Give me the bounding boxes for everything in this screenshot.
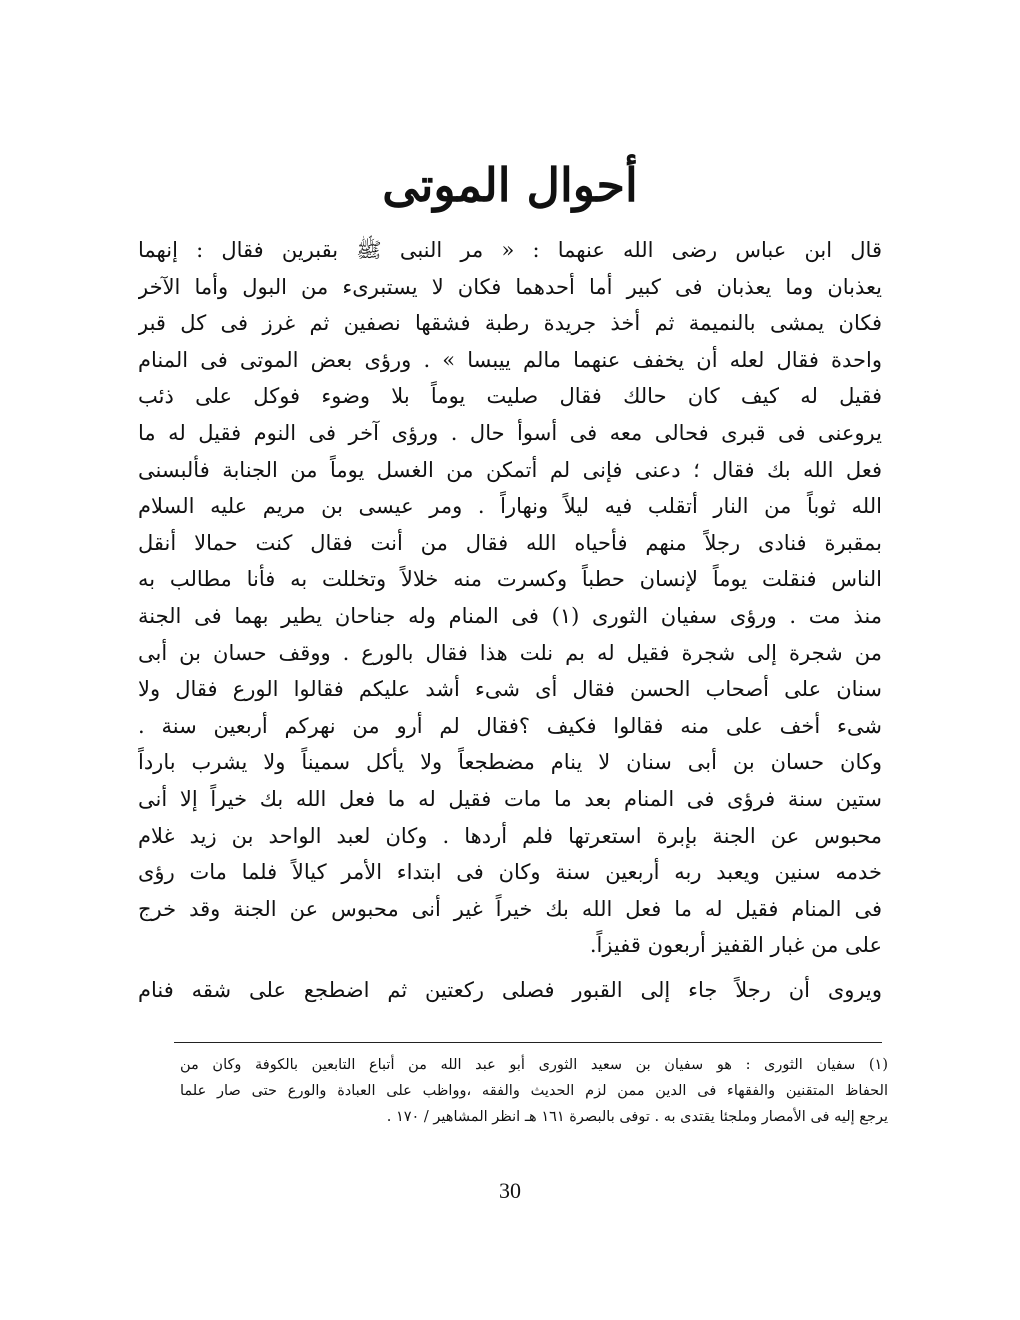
body-line: من شجرة إلى شجرة فقيل له بم نلت هذا فقال بالورع . ووقف حسان بن أبى	[138, 640, 882, 665]
footnote-line: يرجع إليه فى الأمصار وملجئا يقتدى به . توفى بالبصرة ١٦١ هـ انظر المشاهير / ١٧٠ .	[386, 1109, 888, 1125]
chapter-title: أحوال الموتى	[382, 158, 638, 212]
page-number: 30	[499, 1178, 521, 1203]
body-text	[138, 232, 882, 1008]
body-line: فعل الله بك فقال ؛ دعنى فإنى لم أتمكن من الغسل يوماً من الجنابة فألبسنى	[138, 457, 882, 482]
footnote-line: الحفاظ المتقنين والفقهاء فى الدين ممن لزم الحديث والفقه ،وواظب على العبادة والورع حتى صار علما	[180, 1083, 888, 1099]
footnote-line: (١) سفيان الثورى : هو سفيان بن سعيد الثورى أبو عبد الله من أتباع التابعين بالكوفة وكان من	[180, 1057, 888, 1073]
body-line: يروعنى فى قبرى فحالى معه فى أسوأ حال . ورؤى آخر فى النوم فقيل له ما	[138, 420, 882, 445]
body-line: فى المنام فقيل له ما فعل الله بك خيراً غير أنى محبوس عن الجنة وقد خرج	[138, 896, 882, 921]
body-line: شىء أخف على منه فقالوا فكيف ؟فقال لم أرو من نهركم أربعين سنة .	[138, 713, 882, 738]
body-line: محبوس عن الجنة بإبرة استعرتها فلم أردها . وكان لعبد الواحد بن زيد غلام	[138, 823, 882, 848]
body-line: على من غبار القفيز أربعون قفيزاً.	[589, 933, 882, 958]
body-line: الله ثوباً من النار أتقلب فيه ليلاً ونهاراً . ومر عيسى بن مريم عليه السلام	[138, 494, 882, 519]
body-line: فكان يمشى بالنميمة ثم أخذ جريدة رطبة فشقها نصفين ثم غرز فى كل قبر	[138, 311, 882, 336]
body-line: منذ مت . ورؤى سفيان الثورى (١) فى المنام وله جناحان يطير بهما فى الجنة	[138, 603, 882, 628]
body-line: سنان على أصحاب الحسن فقال أى شىء أشد عليكم فقالوا الورع فقال ولا	[138, 677, 882, 702]
body-line: الناس فنقلت يوماً لإنسان حطباً وكسرت منه خلالاً وتخللت به فأنا مطالب به	[138, 567, 882, 592]
body-line: يعذبان وما يعذبان فى كبير أما أحدهما فكان لا يستبرىء من البول وأما الآخر	[138, 274, 882, 299]
body-line: واحدة فقال لعله أن يخفف عنهما مالم ييبسا » . ورؤى بعض الموتى فى المنام	[138, 347, 882, 372]
body-line: بمقبرة فنادى رجلاً منهم فأحياه الله فقال من أنت فقال كنت حمالا أنقل	[138, 530, 882, 555]
body-paragraph-start: ويروى أن رجلاً جاء إلى القبور فصلى ركعتين ثم اضطجع على شقه فنام	[138, 977, 882, 1002]
footnote	[180, 1052, 888, 1130]
body-line: وكان حسان بن أبى سنان لا ينام مضطجعاً ولا يأكل سميناً ولا يشرب بارداً	[138, 750, 882, 775]
body-line: قال ابن عباس رضى الله عنهما : « مر النبى ﷺ بقبرين فقال : إنهما	[138, 238, 882, 262]
body-line: ستين سنة فرؤى فى المنام بعد ما مات فقيل له ما فعل الله بك خيراً إلا أنى	[138, 786, 882, 811]
body-line: فقيل له كيف كان حالك فقال صليت يوماً بلا وضوء فوكل على ذئب	[138, 384, 882, 409]
paragraph-gap	[138, 964, 882, 972]
body-line: خدمه سنين ويعبد ربه أربعين سنة وكان فى ابتداء الأمر كيالاً فلما مات رؤى	[138, 860, 882, 885]
footnote-separator	[174, 1042, 882, 1043]
